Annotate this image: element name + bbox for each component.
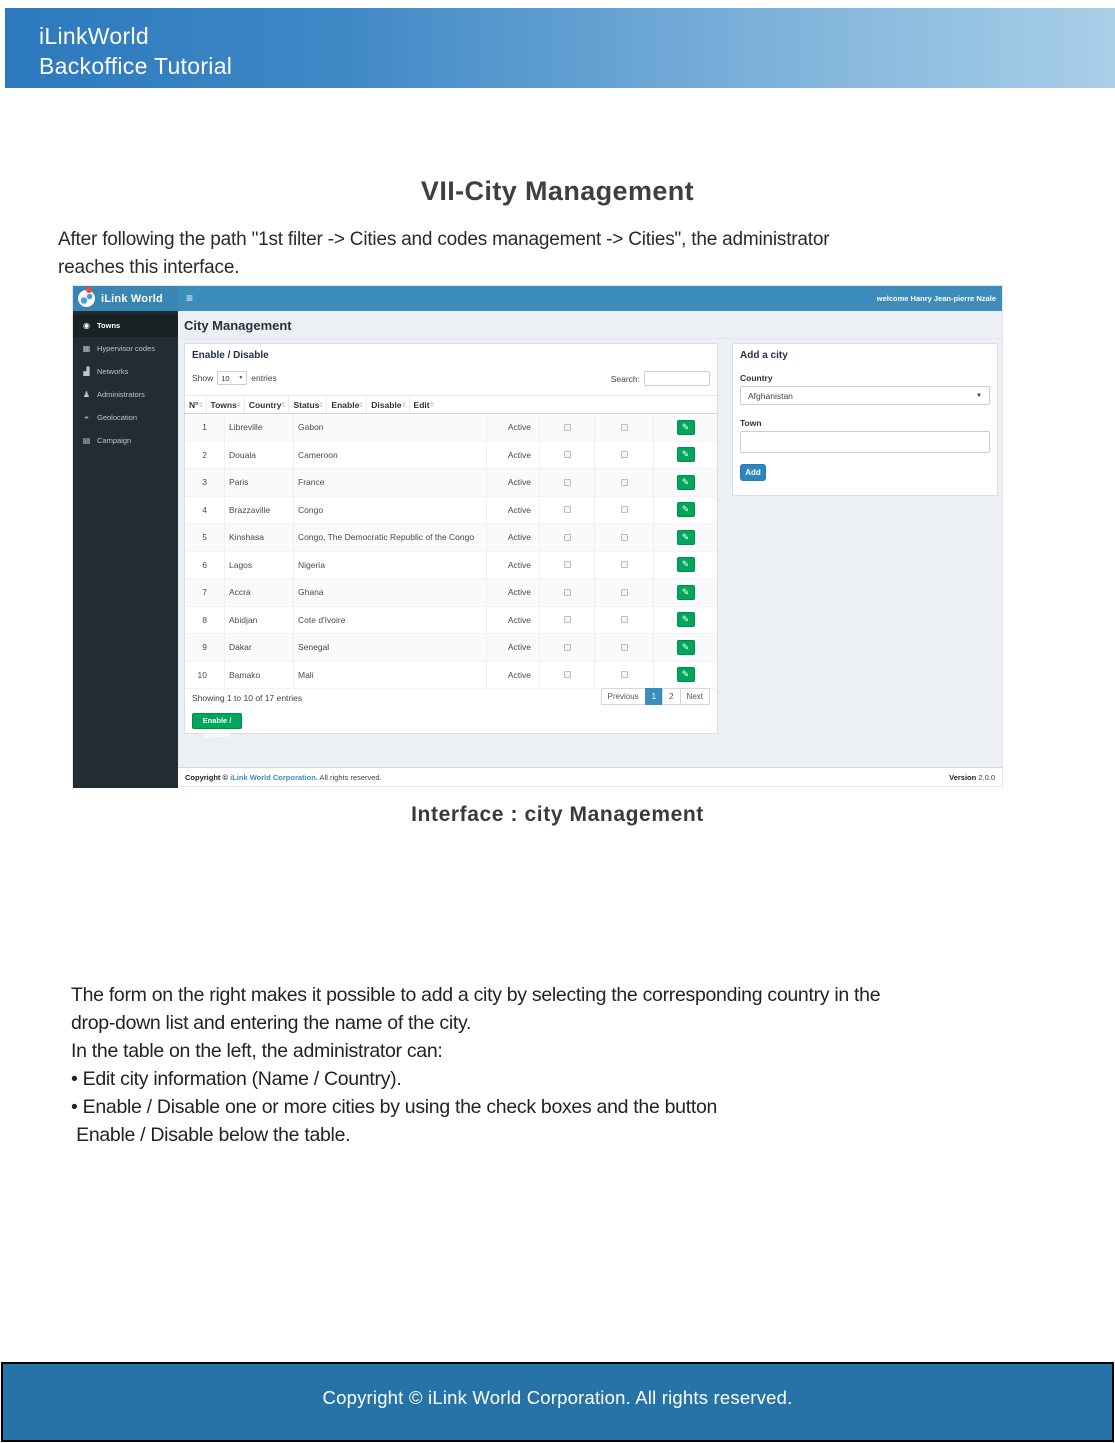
pagination-next-button[interactable]: Next <box>680 688 710 705</box>
figure-caption: Interface : city Management <box>411 803 704 826</box>
edit-button[interactable] <box>677 447 695 462</box>
intro-paragraph <box>58 226 829 282</box>
disable-checkbox[interactable] <box>621 589 628 596</box>
campaign-icon: ▤ <box>82 435 91 445</box>
sidebar-item-label: Geolocation <box>97 413 138 422</box>
cell-status: Active <box>487 469 540 497</box>
sidebar-item[interactable] <box>73 383 178 406</box>
cell-disable <box>595 469 654 497</box>
cell-status: Active <box>487 607 540 635</box>
cell-edit <box>654 552 717 580</box>
enable-checkbox[interactable] <box>564 424 571 431</box>
app-page-title: City Management <box>184 318 292 333</box>
search-input[interactable] <box>644 371 710 386</box>
cell-status: Active <box>487 524 540 552</box>
cell-town: Douala <box>225 442 294 470</box>
sidebar-item-label: Administrators <box>97 390 145 399</box>
pagination-page-button[interactable]: 2 <box>662 688 680 705</box>
copyright-prefix: Copyright © <box>185 772 231 782</box>
column-label: Enable <box>331 399 360 410</box>
sidebar-item[interactable] <box>73 429 178 452</box>
disable-checkbox[interactable] <box>621 479 628 486</box>
document-footer: Copyright © iLink World Corporation. All rights reserved. <box>1 1362 1114 1442</box>
disable-checkbox[interactable] <box>621 561 628 568</box>
cell-disable <box>595 579 654 607</box>
body-line: The form on the right makes it possible to add a city by selecting the corresponding country in the <box>71 984 881 1006</box>
cell-disable <box>595 414 654 442</box>
banner-title-line2: Backoffice Tutorial <box>39 53 233 79</box>
edit-button[interactable] <box>677 585 695 600</box>
cell-enable <box>540 442 595 470</box>
body-line: In the table on the left, the administrator can: <box>71 1040 443 1062</box>
cell-enable <box>540 662 595 690</box>
body-line: • Enable / Disable one or more cities by using the check boxes and the button <box>71 1096 718 1118</box>
cell-edit <box>654 414 717 442</box>
page-length-control <box>192 371 277 385</box>
table-column-header[interactable] <box>245 396 290 413</box>
enable-checkbox[interactable] <box>564 534 571 541</box>
banner-title-line1: iLinkWorld <box>39 23 149 49</box>
content-header <box>178 311 1002 339</box>
sort-icon[interactable] <box>199 400 203 409</box>
table-row <box>185 662 717 690</box>
search-label: Search: <box>610 373 640 384</box>
edit-button[interactable] <box>677 530 695 545</box>
cell-edit <box>654 607 717 635</box>
sidebar-item[interactable] <box>73 314 178 337</box>
pencil-square-icon: ✎ <box>681 531 690 542</box>
version-label: Version <box>949 772 977 782</box>
table-body <box>185 414 717 689</box>
edit-button[interactable] <box>677 667 695 682</box>
enable-disable-button[interactable]: Enable / Disable <box>192 713 242 729</box>
cell-number: 4 <box>185 497 225 525</box>
column-label: N° <box>189 399 199 410</box>
cell-enable <box>540 552 595 580</box>
cell-country: Senegal <box>294 634 487 662</box>
app-sidebar <box>73 311 178 788</box>
cell-town: Lagos <box>225 552 294 580</box>
user-welcome-text[interactable]: welcome Hanry Jean-pierre Nzale <box>876 294 996 303</box>
pencil-square-icon: ✎ <box>681 586 690 597</box>
cell-disable <box>595 634 654 662</box>
pencil-square-icon: ✎ <box>681 449 690 460</box>
column-label: Disable <box>371 399 402 410</box>
chevron-down-icon: ▼ <box>976 392 982 399</box>
table-column-header[interactable] <box>410 396 437 413</box>
cell-enable <box>540 469 595 497</box>
disable-checkbox[interactable] <box>621 451 628 458</box>
sidebar-item-label: Campaign <box>97 436 132 445</box>
add-city-panel <box>732 343 998 496</box>
table-row <box>185 634 717 662</box>
app-footer <box>178 767 1002 786</box>
copyright-suffix: All rights reserved. <box>317 772 382 782</box>
sidebar-item[interactable] <box>73 337 178 360</box>
table-row <box>185 442 717 470</box>
disable-checkbox[interactable] <box>621 506 628 513</box>
entries-label: entries <box>251 373 277 383</box>
cell-number: 7 <box>185 579 225 607</box>
globe-pin-logo-icon <box>78 290 95 307</box>
cell-enable <box>540 634 595 662</box>
column-label: Country <box>248 399 282 410</box>
cell-disable <box>595 662 654 690</box>
app-logo[interactable] <box>73 286 178 311</box>
company-link[interactable]: iLink World Corporation. <box>230 772 318 782</box>
version-value: 2.0.0 <box>978 772 995 782</box>
edit-button[interactable] <box>677 557 695 572</box>
cell-number: 6 <box>185 552 225 580</box>
body-line: • Edit city information (Name / Country). <box>71 1068 402 1090</box>
networks-icon: ▟ <box>83 366 90 376</box>
table-column-header[interactable] <box>367 396 409 413</box>
enable-checkbox[interactable] <box>564 644 571 651</box>
enable-disable-panel <box>184 343 718 739</box>
cell-status: Active <box>487 442 540 470</box>
cell-town: Accra <box>225 579 294 607</box>
pagination <box>602 688 710 705</box>
table-column-header[interactable] <box>207 396 245 413</box>
column-label: Towns <box>210 399 237 410</box>
cell-disable <box>595 442 654 470</box>
sidebar-toggle-icon[interactable]: ≡ <box>186 291 194 305</box>
pagination-page-button[interactable]: 1 <box>645 688 663 705</box>
edit-button[interactable] <box>677 420 695 435</box>
cell-status: Active <box>487 414 540 442</box>
enable-checkbox[interactable] <box>564 589 571 596</box>
cell-enable <box>540 524 595 552</box>
cell-number: 9 <box>185 634 225 662</box>
document-banner <box>5 8 1115 88</box>
disable-checkbox[interactable] <box>621 644 628 651</box>
table-column-header[interactable] <box>185 396 207 413</box>
column-label: Status <box>293 399 320 410</box>
pencil-square-icon: ✎ <box>681 559 690 570</box>
table-info-text: Showing 1 to 10 of 17 entries <box>192 693 303 703</box>
pencil-square-icon: ✎ <box>681 504 690 515</box>
cell-number: 5 <box>185 524 225 552</box>
cell-country: Congo, The Democratic Republic of the Congo <box>294 524 487 552</box>
cell-country: Gabon <box>294 414 487 442</box>
town-label: Town <box>740 418 762 428</box>
administrators-icon: ♟ <box>82 389 91 399</box>
add-city-title: Add a city <box>740 350 788 361</box>
chevron-down-icon: ▼ <box>238 375 244 381</box>
table-row <box>185 552 717 580</box>
sort-icon[interactable] <box>281 400 285 409</box>
hypervisor-codes-icon: ▦ <box>82 343 91 353</box>
cell-country: Mali <box>294 662 487 690</box>
cell-country: Nigeria <box>294 552 487 580</box>
country-label: Country <box>740 373 773 383</box>
disable-checkbox[interactable] <box>621 534 628 541</box>
table-row <box>185 524 717 552</box>
table-search <box>611 371 710 386</box>
cell-country: Cameroon <box>294 442 487 470</box>
edit-button[interactable] <box>677 640 695 655</box>
table-row <box>185 607 717 635</box>
cell-edit <box>654 662 717 690</box>
enable-checkbox[interactable] <box>564 506 571 513</box>
table-row <box>185 469 717 497</box>
add-button[interactable]: Add <box>740 464 766 481</box>
cell-number: 10 <box>185 662 225 690</box>
edit-button[interactable] <box>677 612 695 627</box>
table-column-header[interactable] <box>289 396 327 413</box>
pencil-square-icon: ✎ <box>681 614 690 625</box>
cell-enable <box>540 607 595 635</box>
cell-town: Dakar <box>225 634 294 662</box>
cell-town: Libreville <box>225 414 294 442</box>
body-line: drop-down list and entering the name of the city. <box>71 1012 472 1034</box>
cell-number: 2 <box>185 442 225 470</box>
disable-checkbox[interactable] <box>621 616 628 623</box>
page-size-value: 10 <box>221 373 230 383</box>
cell-status: Active <box>487 497 540 525</box>
app-version <box>949 773 995 782</box>
table-column-header[interactable] <box>327 396 367 413</box>
town-input[interactable] <box>740 431 990 453</box>
enable-checkbox[interactable] <box>564 479 571 486</box>
cell-disable <box>595 524 654 552</box>
country-selected-value: Afghanistan <box>748 390 793 401</box>
sort-icon[interactable] <box>402 400 406 409</box>
cell-town: Bamako <box>225 662 294 690</box>
edit-button[interactable] <box>677 502 695 517</box>
cell-country: Congo <box>294 497 487 525</box>
show-label: Show <box>192 373 214 383</box>
pagination-previous-button[interactable]: Previous <box>601 688 646 705</box>
cell-disable <box>595 552 654 580</box>
cell-country: France <box>294 469 487 497</box>
cell-edit <box>654 634 717 662</box>
column-label: Edit <box>413 399 430 410</box>
table-row <box>185 579 717 607</box>
towns-icon: ◉ <box>83 320 90 330</box>
disable-checkbox[interactable] <box>621 424 628 431</box>
sort-icon[interactable] <box>237 400 241 409</box>
section-title: VII-City Management <box>420 176 695 206</box>
cell-disable <box>595 497 654 525</box>
pencil-square-icon: ✎ <box>681 421 690 432</box>
page-size-select[interactable] <box>217 371 247 385</box>
cell-number: 3 <box>185 469 225 497</box>
enable-checkbox[interactable] <box>564 451 571 458</box>
body-line: Enable / Disable below the table. <box>71 1124 351 1146</box>
sort-icon[interactable] <box>430 400 434 409</box>
sidebar-item[interactable] <box>73 406 178 429</box>
cell-number: 8 <box>185 607 225 635</box>
cell-status: Active <box>487 662 540 690</box>
edit-button[interactable] <box>677 475 695 490</box>
cell-town: Abidjan <box>225 607 294 635</box>
cell-status: Active <box>487 579 540 607</box>
cell-edit <box>654 442 717 470</box>
enable-checkbox[interactable] <box>564 616 571 623</box>
cell-enable <box>540 414 595 442</box>
cell-disable <box>595 607 654 635</box>
brand-name: iLink World <box>101 292 163 305</box>
app-screenshot <box>72 285 1003 787</box>
pencil-square-icon: ✎ <box>681 641 690 652</box>
cell-edit <box>654 497 717 525</box>
cell-status: Active <box>487 634 540 662</box>
cell-edit <box>654 579 717 607</box>
intro-line: reaches this interface. <box>58 257 240 278</box>
sidebar-item-label: Networks <box>97 367 129 376</box>
cell-town: Paris <box>225 469 294 497</box>
sidebar-item[interactable] <box>73 360 178 383</box>
enable-checkbox[interactable] <box>564 671 571 678</box>
pencil-square-icon: ✎ <box>681 669 690 680</box>
sidebar-menu <box>73 311 178 452</box>
sidebar-item-label: Towns <box>97 321 121 330</box>
cell-edit <box>654 469 717 497</box>
pencil-square-icon: ✎ <box>681 476 690 487</box>
cell-edit <box>654 524 717 552</box>
enable-checkbox[interactable] <box>564 561 571 568</box>
cities-table <box>185 395 717 689</box>
body-paragraph <box>71 897 880 1149</box>
sort-icon[interactable] <box>319 400 323 409</box>
table-row <box>185 414 717 442</box>
intro-line: After following the path "1st filter -> Cities and codes management -> Cities", the administrator <box>58 229 830 250</box>
cell-town: Brazzaville <box>225 497 294 525</box>
app-main-content <box>178 311 1002 767</box>
disable-checkbox[interactable] <box>621 671 628 678</box>
table-row <box>185 497 717 525</box>
app-navbar <box>73 286 1002 311</box>
country-select[interactable] <box>740 386 990 405</box>
cell-number: 1 <box>185 414 225 442</box>
sidebar-item-label: Hypervisor codes <box>97 344 155 353</box>
cell-enable <box>540 497 595 525</box>
table-header-row <box>185 395 717 414</box>
app-copyright <box>185 773 382 782</box>
panel-title: Enable / Disable <box>192 350 269 361</box>
cell-country: Ghana <box>294 579 487 607</box>
cell-status: Active <box>487 552 540 580</box>
sort-icon[interactable] <box>359 400 363 409</box>
cell-town: Kinshasa <box>225 524 294 552</box>
cell-enable <box>540 579 595 607</box>
geolocation-icon: ⌖ <box>84 412 89 422</box>
cell-country: Cote d'Ivoire <box>294 607 487 635</box>
